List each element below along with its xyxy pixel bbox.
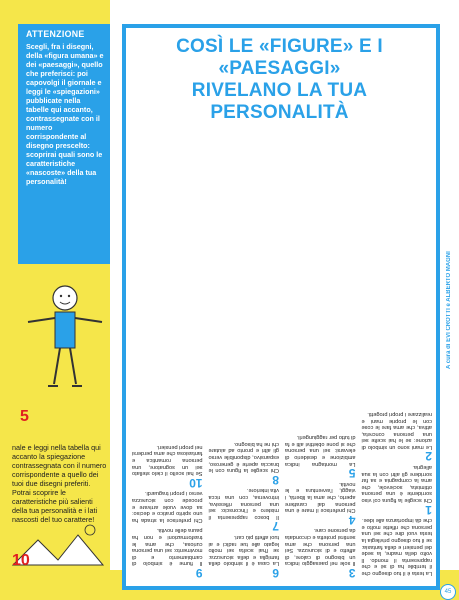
side-instructions: nale e leggi nella tabella qui accanto la spiegazione contrassegnata con il numero corrispondente a quello dei tuoi due disegni preferiti. Potrai scoprire le caratteristiche più salienti della tua personalità e i lati nascosti del tuo carattere! [12,443,107,524]
section-number: 6 [272,566,279,580]
paragraph: Il fiume è simbolo di cambiamento e di movimento: sei una persona curiosa, che ama le trasformazioni e non ha paura delle novità. [132,527,203,567]
section-number: 4 [348,512,356,527]
attention-title: ATTENZIONE [26,29,85,39]
paragraph: La testa è il tuo disegno che il terribile ha di sé e che rappresenta il mondo. Il volto della madre, la sede dei pensieri e della fantasia: se il tuo disegno privilegia la testa vuol dire che sei una persona che riflette molto e che dà importanza alle idee. [361,517,432,576]
figure-number-5: 5 [20,408,29,425]
author-credit: A cura di EVI CROTTI e ALBERTO MAGNI [446,251,452,369]
article-column [362,92,433,576]
paragraph: Il bosco rappresenta il mistero e l'inconscio: sei una persona riflessiva, introversa, con una ricca vita interiore. [208,487,279,520]
article-column [285,92,356,580]
section-number: 9 [195,566,203,580]
section-number: 3 [348,566,356,580]
section-number: 2 [425,449,432,464]
paragraph: Chi sceglie la figura con le braccia aperte è generoso, espansivo, disponibile verso gli altri e pronto ad aiutare chi ne ha bisogno. [208,440,279,474]
page-number: 45 [440,584,456,600]
section-number: 10 [189,475,203,490]
paragraph: Chi preferisce la strada ha uno spirito pratico e deciso: sa dove vuole arrivare e procede con sicurezza verso i propri traguardi. [132,490,203,523]
section-number: 5 [348,466,356,481]
paragraph: Chi sceglie la figura col viso sorridente è una persona ottimista, socievole, che ama la compagnia e sa far sorridere gli altri con la sua allegria. [361,464,432,504]
section-number: 1 [425,502,432,517]
paragraph: Le mani sono un simbolo di azione: se le hai scelte sei una persona concreta, attiva, che ama fare le cose con le proprie mani e realizzare i propri progetti. [361,410,432,450]
paragraph: Chi preferisce il mare è una persona dal carattere aperto, che ama la libertà, i viaggi, l'avventura e le novità. [285,480,356,514]
headline-line-2: RIVELANO LA TUA PERSONALITÀ [191,80,368,123]
attention-box [18,24,110,264]
article-column [208,92,280,580]
paragraph: La montagna indica ambizione e desiderio di elevarsi: sei una persona che si pone obiettivi alti e fa di tutto per raggiungerli. [285,434,356,467]
headline-line-1: COSÌ LE «FIGURE» E I «PAESAGGI» [176,36,383,79]
paragraph: Se hai scelto il cielo stellato sei un sognatore, una persona romantica e fantasiosa che ama perdersi nei propri pensieri. [132,443,203,477]
paragraph: La casa è il simbolo della famiglia e della sicurezza: se l'hai scelta sei molto legato alle tue radici e ai tuoi affetti più cari. [208,534,279,567]
article-columns [132,92,432,580]
figure-drawing-5 [20,280,110,400]
figure-number-10: 10 [12,552,30,569]
section-number: 8 [272,472,279,487]
attention-body: Scegli, fra i disegni, della «figura umana» e dei «paesaggi», quello che preferisci: poi capovolgi il giornale e leggi le «spiegazioni» pubblicate nella tabelle qui accanto, contrassegnate con il numero corrispondente al disegno prescelto: scoprirai quali sono le caratteristiche «nascoste» della tua personalità! [26,42,104,186]
article-column [132,92,203,580]
section-number: 7 [272,519,279,534]
paragraph: Il sole nel paesaggio indica un bisogno di calore, di affetto e di sicurezza. Sei una persona che ama sentirsi protetta e circondata da persone care. [285,527,356,567]
